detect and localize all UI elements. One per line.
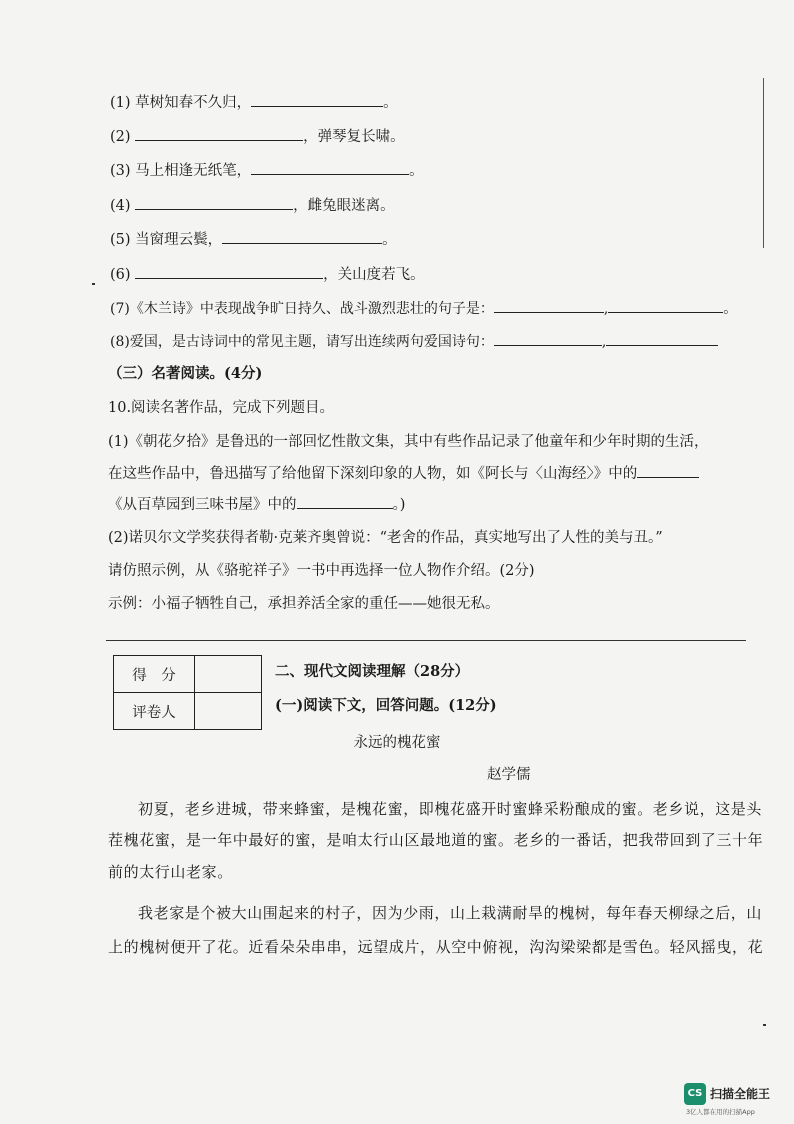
poem-q6: (6) ，关山度若飞。 — [110, 264, 425, 285]
scanner-tagline: 3亿人都在用的扫描App — [686, 1108, 755, 1116]
score-cell[interactable] — [195, 656, 262, 693]
answer-blank[interactable] — [494, 298, 604, 313]
poem-q3: (3) 马上相逢无纸笔， 。 — [110, 160, 424, 181]
article-paragraph-line: 我老家是个被大山围起来的村子，因为少雨，山上栽满耐旱的槐树，每年春天柳绿之后，山 — [138, 904, 763, 922]
question-text: 请仿照示例，从《骆驼祥子》一书中再选择一位人物作介绍。(2分) — [108, 563, 535, 579]
example-text: 示例：小福子牺牲自己，承担养活全家的重任——她很无私。 — [108, 596, 500, 612]
scan-speck — [92, 283, 95, 285]
answer-blank[interactable] — [637, 463, 699, 478]
poem-q2: (2) ，弹琴复长啸。 — [110, 126, 405, 147]
article-paragraph-line: 初夏，老乡进城，带来蜂蜜，是槐花蜜，即槐花盛开时蜜蜂采粉酿成的蜜。老乡说，这是头 — [138, 800, 763, 818]
score-label: 得 分 — [114, 656, 195, 693]
part-title: 二、现代文阅读理解（28分） — [275, 663, 470, 680]
answer-blank[interactable] — [494, 331, 602, 346]
answer-blank[interactable] — [606, 331, 718, 346]
answer-line[interactable] — [106, 640, 746, 641]
answer-blank[interactable] — [222, 229, 382, 244]
article-paragraph-line: 前的太行山老家。 — [108, 863, 233, 881]
answer-blank[interactable] — [135, 126, 303, 141]
score-table — [113, 655, 262, 730]
article-paragraph-line: 茬槐花蜜，是一年中最好的蜜，是咱太行山区最地道的蜜。老乡的一番话，把我带回到了三十年 — [108, 831, 764, 849]
scan-speck — [763, 1024, 766, 1026]
section-title: （三）名著阅读。(4分) — [108, 365, 263, 382]
question-10: 10.阅读名著作品，完成下列题目。 — [108, 400, 335, 416]
answer-blank[interactable] — [135, 264, 323, 279]
poem-q8: (8)爱国，是古诗词中的常见主题，请写出连续两句爱国诗句： , — [110, 331, 718, 352]
grader-cell[interactable] — [195, 693, 262, 730]
question-text: 《从百草园到三味书屋》中的 。) — [108, 494, 405, 515]
answer-blank[interactable] — [297, 494, 393, 509]
article-author: 赵学儒 — [487, 767, 531, 783]
answer-blank[interactable] — [135, 195, 293, 210]
part-subtitle: (一)阅读下文，回答问题。(12分) — [275, 697, 497, 714]
poem-q7: (7)《木兰诗》中表现战争旷日持久、战斗激烈悲壮的句子是： , 。 — [110, 298, 737, 319]
scanner-name: 扫描全能王 — [710, 1087, 771, 1101]
poem-q4: (4) ，雌兔眼迷离。 — [110, 195, 395, 216]
question-text: 在这些作品中，鲁迅描写了给他留下深刻印象的人物，如《阿长与〈山海经〉》中的 — [108, 463, 699, 484]
article-paragraph-line: 上的槐树便开了花。近看朵朵串串，远望成片，从空中俯视，沟沟梁梁都是雪色。轻风摇曳，花 — [108, 938, 764, 956]
grader-label: 评卷人 — [114, 693, 195, 730]
answer-blank[interactable] — [251, 92, 383, 107]
poem-q5: (5) 当窗理云鬓， 。 — [110, 229, 397, 250]
answer-blank[interactable] — [608, 298, 723, 313]
question-text: (2)诺贝尔文学奖获得者勒·克莱齐奥曾说：“老舍的作品，真实地写出了人性的美与丑。” — [108, 530, 663, 546]
scanner-watermark — [684, 1083, 784, 1119]
question-text: (1)《朝花夕拾》是鲁迅的一部回忆性散文集，其中有些作品记录了他童年和少年时期的生活， — [108, 434, 709, 450]
scanner-logo-icon: CS — [684, 1083, 706, 1105]
poem-q1: (1) 草树知春不久归， 。 — [110, 92, 398, 113]
page-edge-line — [763, 78, 764, 248]
answer-blank[interactable] — [251, 160, 409, 175]
article-title: 永远的槐花蜜 — [353, 735, 441, 751]
